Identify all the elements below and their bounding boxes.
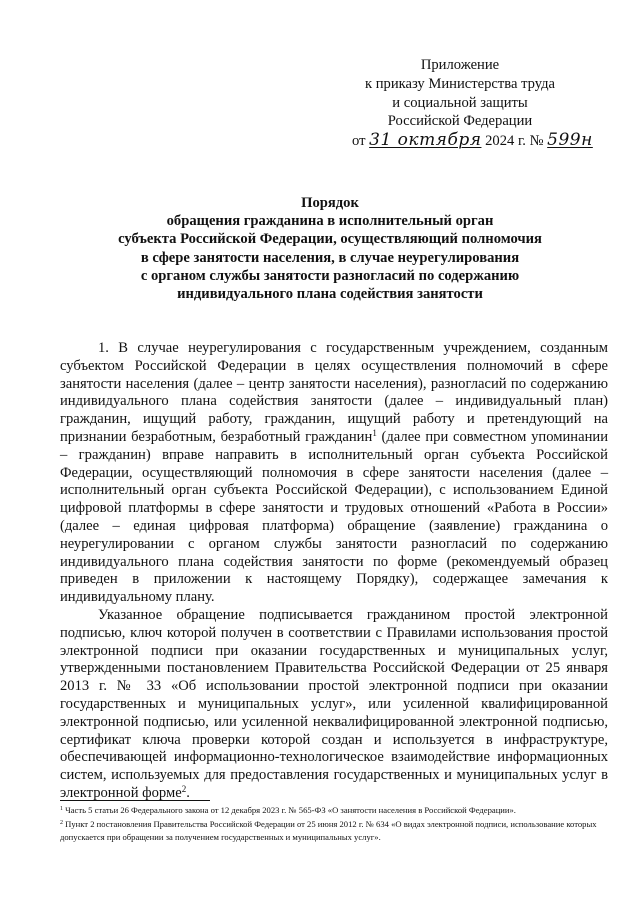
footnote-divider [60, 800, 210, 801]
footnotes [60, 804, 620, 845]
document-body [60, 340, 608, 803]
appendix-line-2: к приказу Министерства труда [364, 75, 556, 92]
paragraph-1-text-b: (далее при совместном упоминании – гражданин) вправе направить в исполнительный орган субъекта Российской Федерации, осуществляющий полномочия в сфере занятости населения (далее – исполнительный орган субъекта Российской Федерации), с использованием Единой цифровой платформы в сфере занятости и трудовых отношений «Работа в России» (далее – единая цифровая платформа) обращение (заявление) гражданина о неурегулировании с органом службы занятости разногласий по содержанию индивидуального плана содействия занятости по форме (рекомендуемый образец приведен в приложении к настоящему Порядку), содержащее замечания к индивидуальному плану. [60, 428, 608, 606]
title-line-2: обращения гражданина в исполнительный орган [166, 213, 494, 230]
title-line-1: Порядок [301, 195, 359, 211]
footnote-2-number: 2 [60, 819, 63, 826]
title-line-4: в сфере занятости населения, в случае неурегулирования [140, 249, 520, 266]
paragraph-1 [60, 340, 608, 607]
footnote-1 [60, 804, 620, 818]
footnote-2 [60, 818, 620, 845]
handwritten-date: 31 октября [369, 130, 482, 151]
footnote-1-number: 1 [60, 806, 63, 812]
appendix-line-4: Российской Федерации [387, 113, 533, 130]
year-and-number-label: 2024 г. № [485, 133, 544, 150]
footnote-1-text: Часть 5 статьи 26 Федерального закона от 12 декабря 2023 г. № 565-ФЗ «О занятости населения в Российской Федерации». [63, 805, 516, 815]
paragraph-2 [60, 607, 608, 803]
date-prefix: от [352, 133, 366, 150]
order-date-line [330, 130, 593, 151]
appendix-header [330, 56, 593, 151]
paragraph-2-text-b: . [186, 784, 190, 801]
handwritten-order-number: 599н [547, 130, 593, 151]
footnote-ref-1: 1 [372, 427, 377, 438]
title-line-3: субъекта Российской Федерации, осуществляющий полномочия [118, 231, 542, 248]
document-title [60, 194, 600, 303]
appendix-line-3: и социальной защиты [392, 94, 528, 111]
footnote-ref-2: 2 [181, 783, 187, 794]
title-line-6: индивидуального плана содействия занятости [177, 286, 483, 303]
paragraph-2-text-a: Указанное обращение подписывается гражданином простой электронной подписью, ключ которой получен в соответствии с Правилами использования простой электронной подписи при оказании государственных и муниципальных услуг, утвержденными постановлением Правительства Российской Федерации от 25 января 2013 г. № 33 «Об использовании простой электронной подписи при оказании государственных и муниципальных услуг», или усиленной квалифицированной электронной подписью, или усиленной неквалифицированной электронной подписью, сертификат ключа проверки которой создан и используется в инфраструктуре, обеспечивающей информационно-технологическое взаимодействие информационных систем, используемых для предоставления государственных и муниципальных услуг в электронной форме [60, 606, 608, 801]
paragraph-1-text-a: 1. В случае неурегулирования с государственным учреждением, созданным субъектом Российской Федерации в целях осуществления полномочий в сфере занятости населения (далее – центр занятости населения), разногласий по содержанию индивидуального плана содействия занятости (далее – индивидуальный план) гражданин, ищущий работу, гражданин, ищущий работу и претендующий на признании безработным, безработный гражданин [60, 340, 608, 445]
footnote-2-text: Пункт 2 постановления Правительства Российской Федерации от 25 июня 2012 г. № 634 «О видах электронной подписи, использование которых допускается при обращении за получением государственных и муниципальных услуг». [60, 818, 597, 842]
title-line-5: с органом службы занятости разногласий по содержанию [140, 267, 520, 284]
appendix-line-1: Приложение [420, 57, 500, 73]
